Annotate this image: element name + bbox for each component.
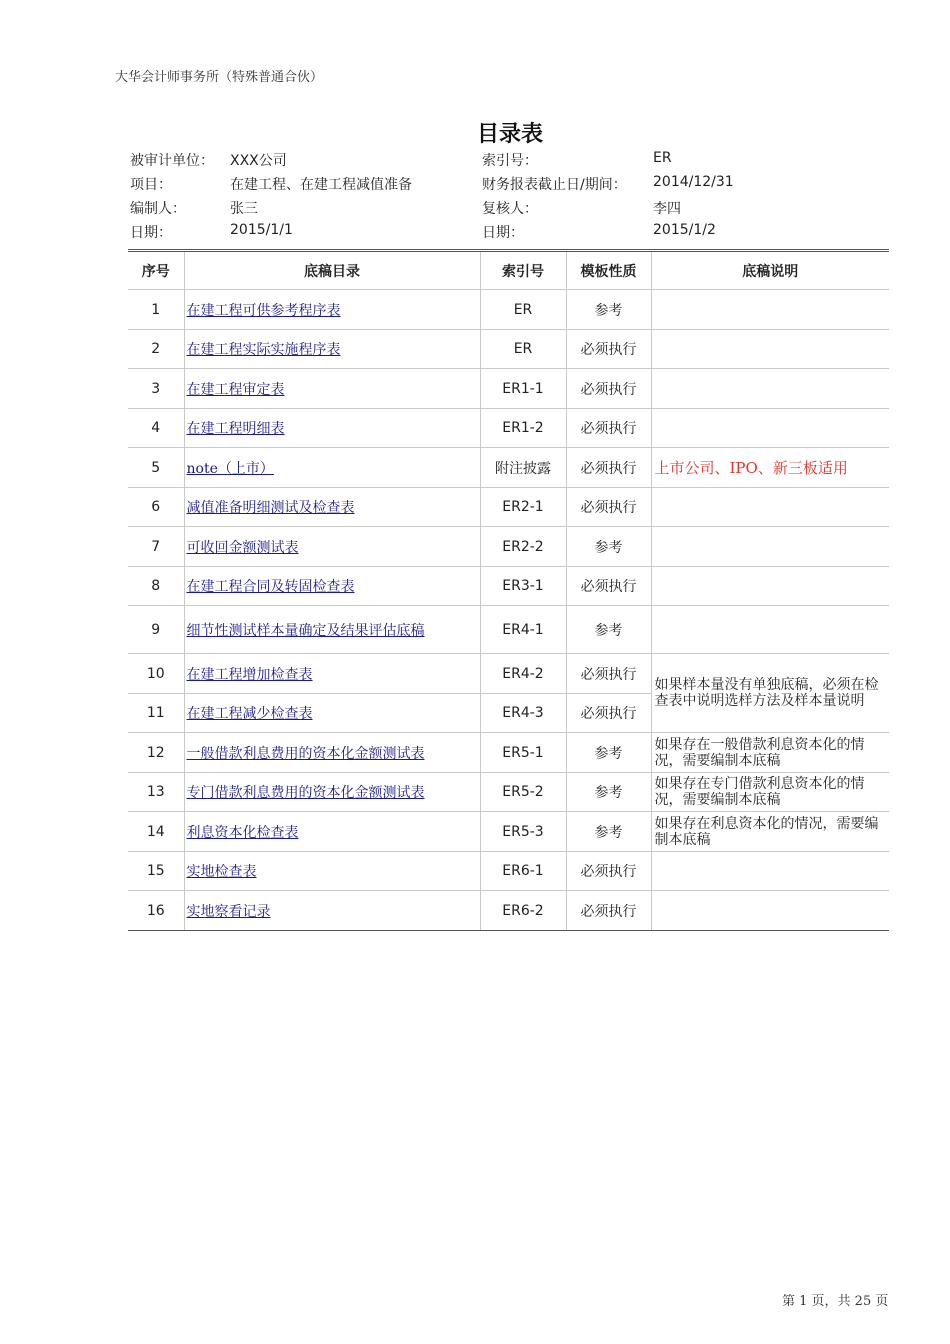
header-divider: [128, 249, 889, 250]
project-label: 项目：: [130, 177, 172, 193]
workpaper-cell: [184, 812, 480, 852]
row-note: 如果存在利息资本化的情况，需要编制本底稿: [651, 812, 889, 852]
meta-row-1: [130, 150, 890, 174]
workpaper-link[interactable]: 在建工程合同及转固检查表: [186, 579, 355, 595]
workpaper-link[interactable]: 减值准备明细测试及检查表: [186, 500, 355, 516]
workpaper-cell: [184, 891, 480, 931]
page-title: 目录表: [476, 122, 543, 147]
date2-value: 2015/1/2: [653, 222, 716, 238]
row-index: ER2-2: [480, 527, 566, 567]
workpaper-link[interactable]: 在建工程可供参考程序表: [186, 302, 341, 319]
row-type: 必须执行: [566, 409, 651, 448]
workpaper-cell: [184, 606, 480, 654]
meta-row-3: [130, 198, 890, 222]
row-note: [651, 606, 889, 654]
workpaper-link[interactable]: 在建工程审定表: [186, 381, 285, 398]
row-type: 必须执行: [566, 891, 651, 931]
row-type: 必须执行: [566, 567, 651, 606]
row-index: ER5-1: [480, 733, 566, 773]
row-note: [651, 330, 889, 369]
row-no: 13: [128, 773, 184, 812]
row-type: 参考: [566, 290, 651, 330]
workpaper-cell: [184, 330, 480, 369]
workpaper-cell: [184, 773, 480, 812]
row-index: ER1-1: [480, 369, 566, 409]
row-type: 参考: [566, 773, 651, 812]
table-row: [128, 409, 889, 448]
row-note: [651, 567, 889, 606]
col-header-name: 底稿目录: [184, 252, 480, 290]
auditee-value: XXX公司: [230, 153, 287, 169]
workpaper-link[interactable]: 在建工程减少检查表: [186, 706, 313, 722]
row-no: 15: [128, 852, 184, 891]
row-no: 16: [128, 891, 184, 931]
workpaper-cell: [184, 290, 480, 330]
row-type: 必须执行: [566, 369, 651, 409]
table-header-row: [128, 252, 889, 290]
page-footer: 第 1 页，共 25 页: [782, 1294, 889, 1309]
workpaper-link[interactable]: 在建工程明细表: [186, 421, 285, 437]
firm-name: 大华会计师事务所（特殊普通合伙）: [115, 70, 324, 85]
workpaper-link[interactable]: 专门借款利息费用的资本化金额测试表: [186, 785, 425, 801]
row-type: 必须执行: [566, 330, 651, 369]
row-index: ER: [480, 330, 566, 369]
table-row: [128, 330, 889, 369]
row-index: ER5-3: [480, 812, 566, 852]
row-note-merged: 如果样本量没有单独底稿，必须在检查表中说明选样方法及样本量说明: [651, 654, 889, 733]
row-no: 5: [128, 448, 184, 488]
row-type: 参考: [566, 527, 651, 567]
row-no: 9: [128, 606, 184, 654]
row-note: 如果存在一般借款利息资本化的情况，需要编制本底稿: [651, 733, 889, 773]
workpaper-link[interactable]: 实地检查表: [186, 864, 257, 880]
row-index: 附注披露: [480, 448, 566, 488]
row-note: [651, 369, 889, 409]
row-no: 8: [128, 567, 184, 606]
header-info: [130, 150, 890, 246]
reviewer-label: 复核人：: [482, 201, 538, 217]
workpaper-cell: [184, 448, 480, 488]
preparer-value: 张三: [230, 201, 258, 217]
table-row: [128, 654, 889, 694]
period-label: 财务报表截止日/期间：: [482, 177, 627, 193]
period-value: 2014/12/31: [653, 174, 734, 190]
directory-table: [128, 252, 889, 931]
meta-row-4: [130, 222, 890, 246]
workpaper-link[interactable]: 细节性测试样本量确定及结果评估底稿: [186, 622, 425, 639]
row-note: [651, 409, 889, 448]
col-header-index: 索引号: [480, 252, 566, 290]
row-note: [651, 290, 889, 330]
row-note: [651, 488, 889, 527]
row-no: 11: [128, 694, 184, 733]
row-no: 6: [128, 488, 184, 527]
table-row: [128, 488, 889, 527]
row-index: ER1-2: [480, 409, 566, 448]
row-no: 4: [128, 409, 184, 448]
row-index: ER: [480, 290, 566, 330]
row-note: [651, 527, 889, 567]
workpaper-cell: [184, 369, 480, 409]
row-no: 7: [128, 527, 184, 567]
preparer-label: 编制人：: [130, 201, 186, 217]
workpaper-cell: [184, 852, 480, 891]
col-header-no: 序号: [128, 252, 184, 290]
row-no: 1: [128, 290, 184, 330]
row-type: 必须执行: [566, 488, 651, 527]
workpaper-link[interactable]: 利息资本化检查表: [186, 824, 299, 841]
row-index: ER4-2: [480, 654, 566, 694]
row-index: ER3-1: [480, 567, 566, 606]
reviewer-value: 李四: [653, 201, 681, 217]
date2-label: 日期：: [482, 225, 524, 241]
table-row: [128, 369, 889, 409]
table-row: [128, 448, 889, 488]
auditee-label: 被审计单位：: [130, 153, 214, 169]
table-row: [128, 852, 889, 891]
row-type: 参考: [566, 606, 651, 654]
date1-value: 2015/1/1: [230, 222, 293, 238]
col-header-note: 底稿说明: [651, 252, 889, 290]
workpaper-link[interactable]: 实地察看记录: [186, 903, 271, 920]
table-row: [128, 891, 889, 931]
workpaper-link[interactable]: 可收回金额测试表: [186, 539, 299, 556]
row-index: ER5-2: [480, 773, 566, 812]
workpaper-cell: [184, 694, 480, 733]
workpaper-link[interactable]: 在建工程实际实施程序表: [186, 342, 341, 358]
meta-row-2: [130, 174, 890, 198]
row-type: 参考: [566, 733, 651, 773]
row-no: 14: [128, 812, 184, 852]
table-row: [128, 606, 889, 654]
workpaper-cell: [184, 527, 480, 567]
table-row: [128, 773, 889, 812]
row-type: 参考: [566, 812, 651, 852]
workpaper-link[interactable]: 在建工程增加检查表: [186, 666, 313, 683]
workpaper-link[interactable]: note（上市）: [186, 460, 274, 477]
workpaper-cell: [184, 488, 480, 527]
table-row: [128, 290, 889, 330]
row-note: [651, 891, 889, 931]
workpaper-cell: [184, 733, 480, 773]
workpaper-link[interactable]: 一般借款利息费用的资本化金额测试表: [186, 745, 425, 762]
workpaper-cell: [184, 567, 480, 606]
project-value: 在建工程、在建工程减值准备: [230, 177, 412, 193]
row-note: [651, 852, 889, 891]
table-row: [128, 733, 889, 773]
index-label: 索引号：: [482, 153, 538, 169]
table-row: [128, 527, 889, 567]
row-no: 10: [128, 654, 184, 694]
table-row: [128, 567, 889, 606]
row-type: 必须执行: [566, 654, 651, 694]
row-no: 2: [128, 330, 184, 369]
row-index: ER6-2: [480, 891, 566, 931]
row-type: 必须执行: [566, 694, 651, 733]
workpaper-cell: [184, 654, 480, 694]
row-index: ER4-3: [480, 694, 566, 733]
workpaper-cell: [184, 409, 480, 448]
row-note: 如果存在专门借款利息资本化的情况，需要编制本底稿: [651, 773, 889, 812]
date1-label: 日期：: [130, 225, 172, 241]
row-no: 12: [128, 733, 184, 773]
row-index: ER6-1: [480, 852, 566, 891]
row-index: ER4-1: [480, 606, 566, 654]
index-value: ER: [653, 150, 672, 166]
row-type: 必须执行: [566, 448, 651, 488]
col-header-type: 模板性质: [566, 252, 651, 290]
row-no: 3: [128, 369, 184, 409]
row-type: 必须执行: [566, 852, 651, 891]
row-note: 上市公司、IPO、新三板适用: [651, 448, 889, 488]
row-index: ER2-1: [480, 488, 566, 527]
table-row: [128, 812, 889, 852]
